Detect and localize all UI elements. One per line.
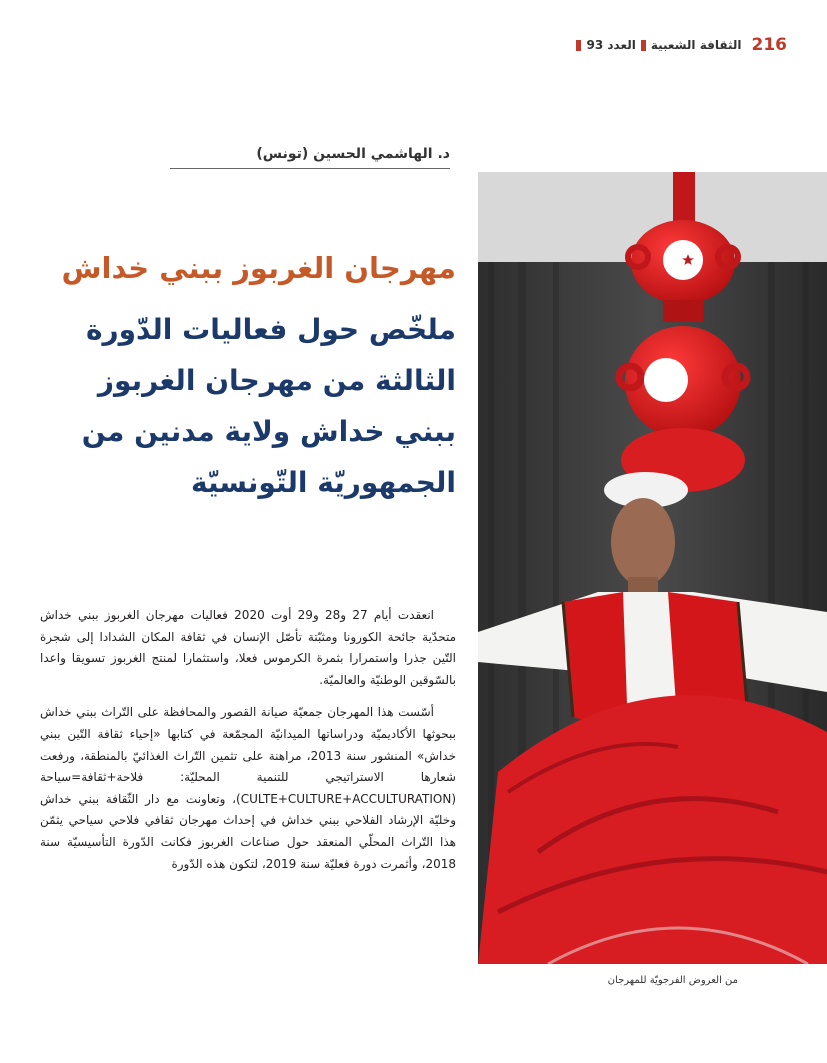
running-header (40, 30, 787, 60)
article-body (40, 605, 456, 875)
article-subtitle: ملخّص حول فعاليات الدّورة الثالثة من مهرجان الغربوز ببني خداش ولاية مدنين من الجمهوريّة التّونسيّة (81, 313, 456, 499)
festival-performer-photo (478, 172, 827, 964)
article-title: مهرجان الغربوز ببني خداش (61, 251, 456, 285)
photo-caption: من العروض الفرجويّة للمهرجان (607, 975, 738, 986)
magazine-name: الثقافة الشعبية (650, 38, 742, 52)
paragraph: انعقدت أيام 27 و28 و29 أوت 2020 فعاليات مهرجان الغربوز ببني خداش متحدّية جائحة الكورونا ومثبّتة تأصّل الإنسان في ثقافة المكان الشدادا إلى شجرة التّين جذرا واستمرارا بثمرة الكرموس فعلا، واستثمارا لمنتج الغربوز تسويقا واعدا بالسّوقين الوطنيّة والعالميّة. (40, 608, 456, 687)
page-number: 216 (751, 35, 787, 55)
running-title (576, 38, 741, 52)
issue-number: العدد 93 (586, 38, 636, 52)
header-separator (641, 40, 646, 51)
header-separator (576, 40, 581, 51)
paragraph: أسّست هذا المهرجان جمعيّة صيانة القصور والمحافظة على التّراث ببني خداش ببحوثها الأكاديميّة ودراساتها الميدانيّة المجمّعة في كتابها «إحياء ثقافة التّين ببني خداش» المنشور سنة 2013، مراهنة على تثمين التّراث الغذائيّ بالمنطقة، ورفعت شعارها الاستراتيجي للتنمية المحليّة: فلاحة+ثقافة=سياحة (CULTE+CULTURE+ACCULTURATION)، وتعاونت مع دار الثّقافة ببني خداش وخليّة الإرشاد الفلاحي ببني خداش في إحداث مهرجان ثقافي فلاحي سياحي يثمّن هذا التّراث المحلّي المنعقد حول صناعات الغربوز فكانت الدّورة التأسيسيّة سنة 2018، وأثمرت دورة فعليّة سنة 2019، لتكون هذه الدّورة (40, 705, 457, 871)
author-byline: د. الهاشمي الحسين (تونس) (170, 146, 450, 169)
